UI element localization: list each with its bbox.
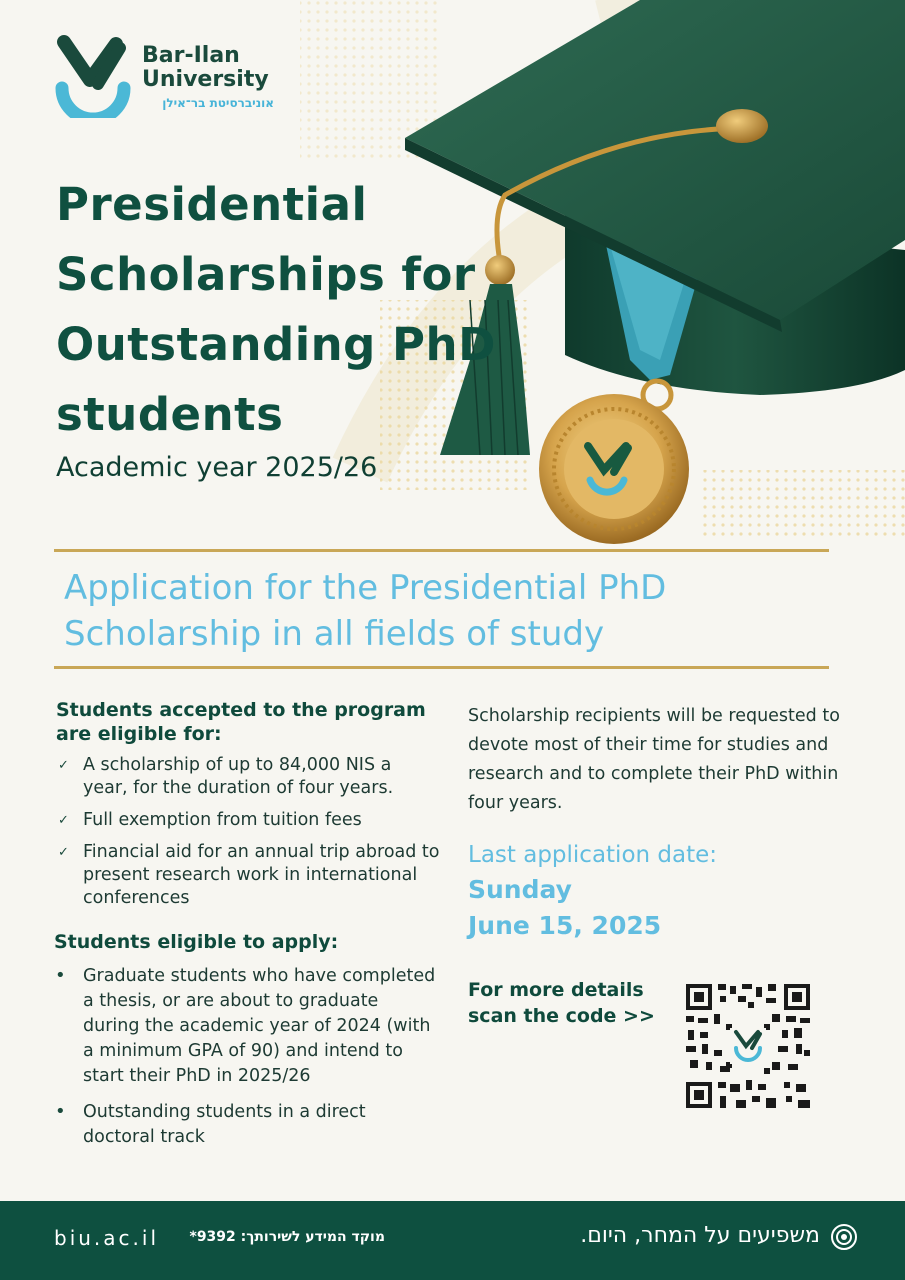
check-icon: ✓ bbox=[58, 813, 69, 828]
left-column bbox=[56, 698, 440, 1161]
more-details-line2: scan the code >> bbox=[468, 1005, 655, 1027]
medal-icon bbox=[580, 438, 650, 498]
deadline-block bbox=[468, 838, 788, 944]
list-item: ✓ Financial aid for an annual trip abroad to present research work in international conferences bbox=[58, 842, 440, 908]
benefits-list bbox=[56, 754, 440, 910]
benefits-heading: Students accepted to the program are eligible for: bbox=[56, 699, 426, 745]
requirements-text: Scholarship recipients will be requested to devote most of their time for studies and research and to complete their PhD within four years. bbox=[468, 706, 840, 813]
target-icon bbox=[830, 1223, 858, 1251]
bullet-icon: • bbox=[55, 1101, 66, 1122]
qr-code[interactable] bbox=[686, 984, 810, 1108]
deadline-date: June 15, 2025 bbox=[468, 911, 662, 940]
more-details bbox=[468, 977, 668, 1029]
logo-name-hebrew: אוניברסיטת בר־אילן bbox=[162, 96, 274, 110]
footer bbox=[0, 1201, 905, 1280]
list-item: • Graduate students who have completed a thesis, or are about to graduate during the academic year of 2024 (with a minimum GPA of 90) and intend to start their PhD in 2025/26 bbox=[55, 965, 436, 1086]
divider-top bbox=[54, 549, 829, 552]
eligibility-list bbox=[56, 964, 440, 1150]
check-icon: ✓ bbox=[58, 845, 69, 860]
deadline-day: Sunday bbox=[468, 875, 572, 904]
list-item: ✓ Full exemption from tuition fees bbox=[58, 810, 362, 830]
slogan: משפיעים על המחר, היום. bbox=[580, 1223, 820, 1248]
academic-year: Academic year 2025/26 bbox=[56, 452, 378, 483]
divider-bottom bbox=[54, 666, 829, 669]
check-icon: ✓ bbox=[58, 758, 69, 773]
bullet-icon: • bbox=[55, 965, 66, 986]
banner-subtitle: Application for the Presidential PhD Scholarship in all fields of study bbox=[64, 568, 667, 654]
logo-name-line1: Bar-Ilan bbox=[142, 43, 240, 68]
university-logo[interactable] bbox=[54, 34, 284, 124]
deadline-label: Last application date: bbox=[468, 842, 718, 868]
list-item: • Outstanding students in a direct doctoral track bbox=[55, 1101, 366, 1147]
eligibility-heading: Students eligible to apply: bbox=[54, 931, 339, 953]
website-link[interactable]: biu.ac.il bbox=[54, 1226, 160, 1250]
qr-code-graphic bbox=[686, 984, 810, 1108]
list-item: ✓ A scholarship of up to 84,000 NIS a year, for the duration of four years. bbox=[58, 755, 394, 798]
logo-mark-icon bbox=[54, 34, 136, 118]
more-details-line1: For more details bbox=[468, 979, 644, 1001]
logo-name-line2: University bbox=[142, 67, 269, 92]
hotline-text: מוקד המידע לשירותך: 9392* bbox=[189, 1229, 385, 1245]
page-title: Presidential Scholarships for Outstanding PhD students bbox=[56, 178, 496, 441]
